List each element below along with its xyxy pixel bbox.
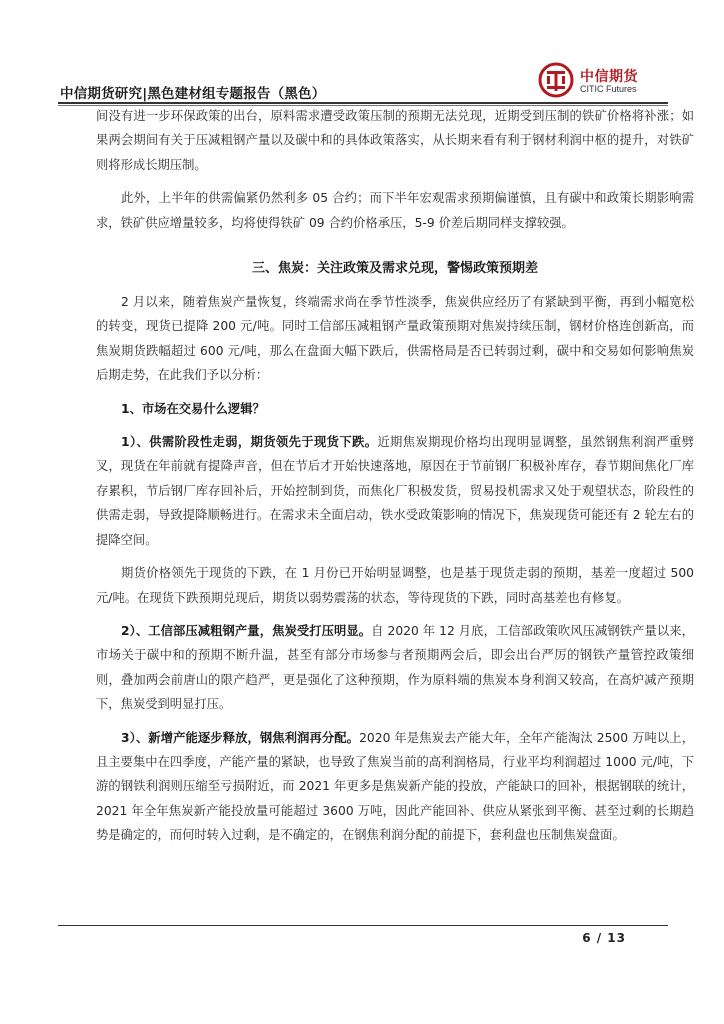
page-number: 6 / 13 [582,931,626,945]
paragraph-point-1 [96,430,694,552]
logo-chinese-name: 中信期货 [580,69,638,85]
citic-logo [538,62,668,98]
paragraph-continued: 间没有进一步环保政策的出台，原料需求遭受政策压制的预期无法兑现，近期受到压制的铁矿价格将补涨；如果两会期间有关于压减粗钢产量以及碳中和的具体政策落实，从长期来看有利于钢材利润中枢的提升，对铁矿则将形成长期压制。 [96,109,694,172]
paragraph-futures-lead: 期货价格领先于现货的下跌，在 1 月份已开始明显调整，也是基于现货走弱的预期，基差一度超过 500 元/吨。在现货下跌预期兑现后，期货以弱势震荡的状态，等待现货的下跌，同时高基差也有修复。 [96,566,694,605]
report-body [96,104,694,848]
point-2-lead: 2）、工信部压减粗钢产量，焦炭受打压明显。 [121,623,372,638]
paragraph-point-3 [96,726,694,848]
footer-divider [58,925,668,926]
logo-english-name: CITIC Futures [580,84,637,94]
report-title: 中信期货研究|黑色建材组专题报告（黑色） [60,86,326,102]
paragraph-coke-intro: 2 月以来，随着焦炭产量恢复，终端需求尚在季节性淡季，焦炭供应经历了有紧缺到平衡，再到小幅宽松的转变，现货已提降 200 元/吨。同时工信部压减粗钢产量政策预期对焦炭持续压制，钢材价格连创新高，而焦炭期货跌幅超过 600 元/吨，那么在盘面大幅下跌后，供需格局是否已转弱过剩，碳中和交易如何影响焦炭后期走势，在此我们予以分析： [96,295,694,383]
point-1-text: 近期焦炭期现价格均出现明显调整，虽然钢焦利润严重劈叉，现货在年前就有提降声音，但在节后才开始快速落地，原因在于节前钢厂积极补库存，春节期间焦化厂库存累积，节后钢厂库存回补后，开始控制到货，而焦化厂积极发货，贸易投机需求又处于观望状态，阶段性的供需走弱，导致提降顺畅进行。在需求未全面启动，铁水受政策影响的情况下，焦炭现货可能还有 2 轮左右的提降空间。 [96,435,694,547]
section-heading-coke: 三、焦炭：关注政策及需求兑现，警惕政策预期差 [251,261,538,277]
point-3-text: 2020 年是焦炭去产能大年，全年产能淘汰 2500 万吨以上，且主要集中在四季度，产能产量的紧缺，也导致了焦炭当前的高利润格局，行业平均利润超过 1000 元/吨，下游的钢铁利润则压缩至亏损附近，而 2021 年更多是焦炭新产能的投放，产能缺口的回补，根据钢联的统计，2021 年全年焦炭新产能投放量可能超过 3600 万吨，因此产能回补、供应从紧张到平衡、甚至过剩的长期趋势是确定的，而何时转入过剩，是不确定的，在钢焦利润分配的前提下，套利盘也压制焦炭盘面。 [96,730,694,843]
citic-logo-icon [538,62,574,98]
paragraph-point-2 [96,619,694,717]
point-2-text: 自 2020 年 12 月底，工信部政策吹风压减钢铁产量以来，市场关于碳中和的预期不断升温，甚至有部分市场参与者预期两会后，即会出台严厉的钢铁产量管控政策细则，叠加两会前唐山的限产趋严，更是强化了这种预期，作为原料端的焦炭本身利润又较高，在高炉减产预期下，焦炭受到明显打压。 [96,623,694,712]
paragraph-iron-ore-outlook: 此外，上半年的供需偏紧仍然利多 05 合约；而下半年宏观需求预期偏谨慎，且有碳中和政策长期影响需求，铁矿供应增量较多，均将使得铁矿 09 合约价格承压，5-9 价差后期同样支撑较强。 [96,191,694,230]
page-header [58,62,668,102]
subheading-market-logic: 1、市场在交易什么逻辑？ [121,401,265,416]
point-3-lead: 3）、新增产能逐步释放，钢焦利润再分配。 [121,730,360,745]
point-1-lead: 1）、供需阶段性走弱，期货领先于现货下跌。 [121,435,378,450]
